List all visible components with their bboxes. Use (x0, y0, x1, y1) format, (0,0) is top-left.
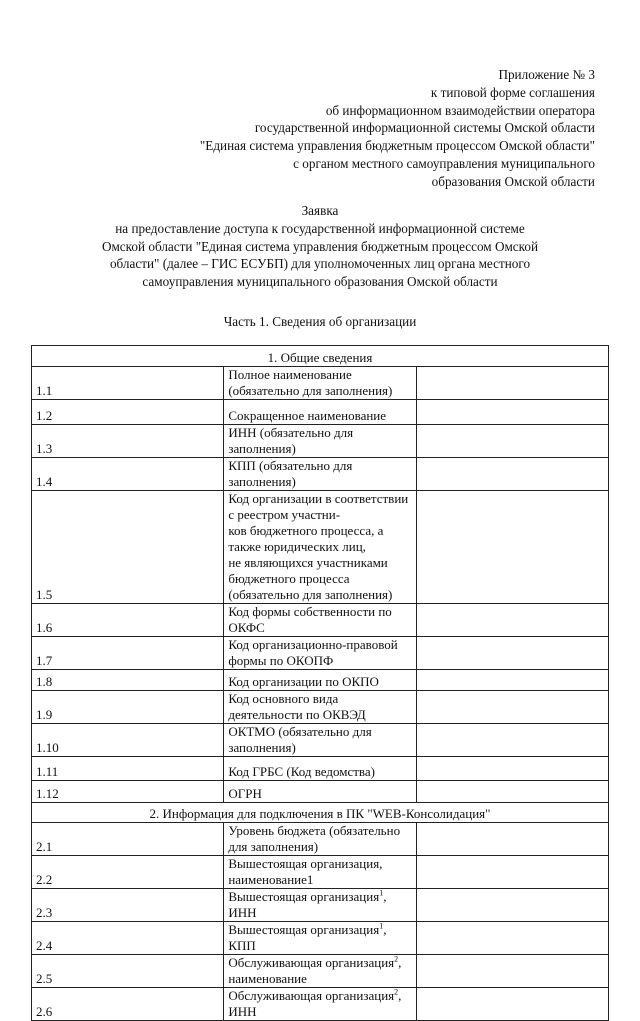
table-row (32, 823, 609, 856)
part-title: Часть 1. Сведения об организации (223, 314, 417, 329)
row-label: Код формы собственности по ОКФС (224, 604, 416, 637)
row-number: 1.1 (32, 367, 224, 400)
value-cell[interactable] (416, 757, 608, 781)
row-label: Код основного вида деятельности по ОКВЭД (224, 691, 416, 724)
row-number: 2.4 (32, 922, 224, 955)
section-header-connection (32, 803, 609, 823)
row-label-text: Вышестоящая организация (228, 889, 380, 904)
table-row (32, 988, 609, 1021)
value-cell[interactable] (416, 781, 608, 803)
row-label-suffix: , КПП (228, 922, 387, 953)
value-cell[interactable] (416, 637, 608, 670)
value-cell[interactable] (416, 425, 608, 458)
row-label (224, 922, 416, 955)
footnote-mark: 1 (379, 888, 384, 898)
request-line: самоуправления муниципального образования Омской области (142, 274, 498, 290)
row-number: 1.9 (32, 691, 224, 724)
footnote-mark: 1 (379, 921, 384, 931)
row-label (224, 955, 416, 988)
request-title: Заявка (301, 203, 339, 218)
row-number: 2.3 (32, 889, 224, 922)
value-cell[interactable] (416, 922, 608, 955)
request-heading (90, 202, 550, 291)
value-cell[interactable] (416, 604, 608, 637)
table-row (32, 458, 609, 491)
row-number: 2.6 (32, 988, 224, 1021)
row-number: 1.10 (32, 724, 224, 757)
annex-line: Приложение № 3 (498, 67, 595, 82)
row-label: Код ГРБС (Код ведомства) (224, 757, 416, 781)
row-label-text: Вышестоящая организация (228, 922, 380, 937)
table-row (32, 724, 609, 757)
value-cell[interactable] (416, 458, 608, 491)
section-title: 2. Информация для подключения в ПК "WEB-Консолидация" (32, 803, 609, 823)
row-label-line: не являющихся участниками бюджетного процесса (228, 555, 388, 586)
table-row (32, 691, 609, 724)
row-number: 1.12 (32, 781, 224, 803)
value-cell[interactable] (416, 889, 608, 922)
section-title: 1. Общие сведения (32, 346, 609, 367)
row-label-suffix: , наименование (228, 955, 402, 986)
row-label: ОГРН (224, 781, 416, 803)
row-label-text: Обслуживающая организация (228, 955, 395, 970)
value-cell[interactable] (416, 856, 608, 889)
request-line: области" (далее – ГИС ЕСУБП) для уполномоченных лиц органа местного (109, 256, 531, 272)
table-row (32, 425, 609, 458)
row-label: Полное наименование (обязательно для заполнения) (224, 367, 416, 400)
table-row (32, 670, 609, 691)
row-label: ОКТМО (обязательно для заполнения) (224, 724, 416, 757)
row-label: Код организационно-правовой формы по ОКОПФ (224, 637, 416, 670)
row-label-line: Код организации в соответствии с реестром участни- (228, 491, 409, 522)
value-cell[interactable] (416, 670, 608, 691)
table-row (32, 889, 609, 922)
row-number: 2.2 (32, 856, 224, 889)
table-row (32, 400, 609, 425)
row-number: 1.7 (32, 637, 224, 670)
table-row (32, 367, 609, 400)
row-number: 1.2 (32, 400, 224, 425)
value-cell[interactable] (416, 367, 608, 400)
table-row (32, 491, 609, 604)
row-label (224, 889, 416, 922)
row-number: 1.11 (32, 757, 224, 781)
organization-info-table (31, 345, 609, 1021)
row-label-line: (обязательно для заполнения) (228, 587, 393, 602)
footnote-mark: 2 (394, 954, 399, 964)
annex-line: к типовой форме соглашения (430, 84, 595, 100)
annex-line: образования Омской области (431, 173, 595, 189)
table-row (32, 955, 609, 988)
value-cell[interactable] (416, 988, 608, 1021)
table-row (32, 781, 609, 803)
annex-line: государственной информационной системы Омской области (254, 120, 595, 136)
annex-header (125, 66, 595, 191)
row-label-suffix: , ИНН (228, 988, 402, 1019)
value-cell[interactable] (416, 955, 608, 988)
request-line: на предоставление доступа к государственной информационной системе (115, 220, 525, 236)
table-row (32, 856, 609, 889)
row-label: ИНН (обязательно для заполнения) (224, 425, 416, 458)
annex-line: об информационном взаимодействии оператора (325, 102, 595, 118)
row-label (224, 491, 416, 604)
table-row (32, 922, 609, 955)
row-label: Сокращенное наименование (224, 400, 416, 425)
section-header-general (32, 346, 609, 367)
table-row (32, 757, 609, 781)
row-number: 1.5 (32, 491, 224, 604)
row-label-text: Обслуживающая организация (228, 988, 395, 1003)
footnote-mark: 2 (394, 987, 399, 997)
row-label: Код организации по ОКПО (224, 670, 416, 691)
annex-line: "Единая система управления бюджетным процессом Омской области" (199, 138, 595, 154)
row-label: Уровень бюджета (обязательно для заполнения) (224, 823, 416, 856)
row-label-suffix: , ИНН (228, 889, 387, 920)
value-cell[interactable] (416, 491, 608, 604)
value-cell[interactable] (416, 823, 608, 856)
row-number: 1.8 (32, 670, 224, 691)
value-cell[interactable] (416, 691, 608, 724)
request-line: Омской области "Единая система управления бюджетным процессом Омской (101, 238, 539, 254)
table-row (32, 637, 609, 670)
row-number: 2.1 (32, 823, 224, 856)
annex-line: с органом местного самоуправления муниципального (293, 155, 595, 171)
row-number: 2.5 (32, 955, 224, 988)
table-row (32, 604, 609, 637)
row-number: 1.6 (32, 604, 224, 637)
row-label: Вышестоящая организация, наименование1 (224, 856, 416, 889)
value-cell[interactable] (416, 724, 608, 757)
row-label: КПП (обязательно для заполнения) (224, 458, 416, 491)
value-cell[interactable] (416, 400, 608, 425)
row-label (224, 988, 416, 1021)
row-number: 1.4 (32, 458, 224, 491)
row-label-line: ков бюджетного процесса, а также юридических лиц, (228, 523, 384, 554)
row-number: 1.3 (32, 425, 224, 458)
